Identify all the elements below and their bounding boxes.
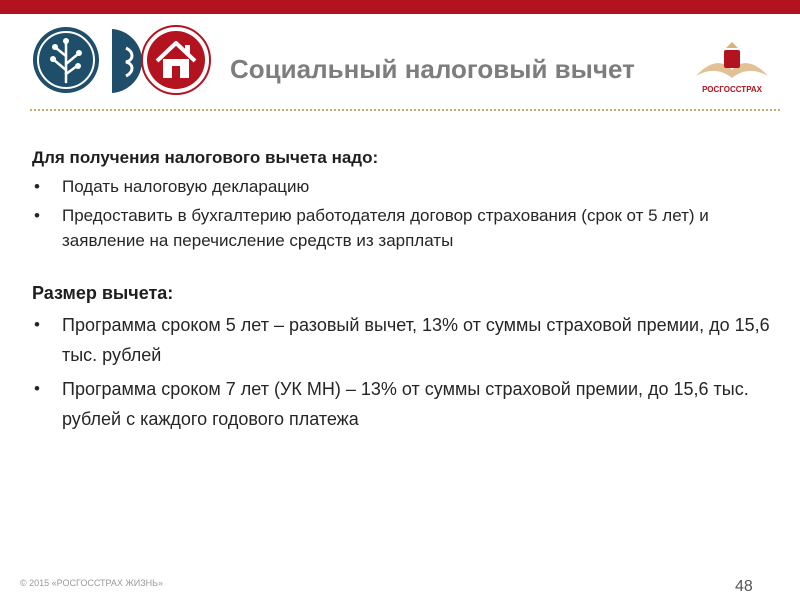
house-icon <box>140 24 212 96</box>
main-content <box>32 148 772 438</box>
divider <box>30 109 780 111</box>
list-item: • Программа сроком 7 лет (УК МН) – 13% от суммы страховой премии, до 15,6 тыс. рублей с каждого годового платежа <box>32 374 772 434</box>
requirements-list <box>32 174 772 253</box>
tree-icon <box>30 24 102 96</box>
list-item: • Программа сроком 5 лет – разовый вычет, 13% от суммы страховой премии, до 15,6 тыс. рублей <box>32 310 772 370</box>
list-item: • Подать налоговую декларацию <box>32 174 772 199</box>
section-heading: Размер вычета: <box>32 283 174 303</box>
top-bar <box>0 0 800 14</box>
section-heading: Для получения налогового вычета надо: <box>32 148 379 167</box>
deduction-section <box>32 283 772 434</box>
deduction-list <box>32 310 772 434</box>
page-title: Социальный налоговый вычет <box>230 54 635 84</box>
brand-text: РОСГОССТРАХ <box>702 85 762 94</box>
copyright: © 2015 «РОСГОССТРАХ ЖИЗНЬ» <box>20 578 164 588</box>
rosgosstrakh-logo <box>690 36 774 100</box>
list-item: • Предоставить в бухгалтерию работодателя договор страхования (срок от 5 лет) и заявление на перечисление средств из зарплаты <box>32 203 772 253</box>
page-number: 48 <box>735 578 753 595</box>
